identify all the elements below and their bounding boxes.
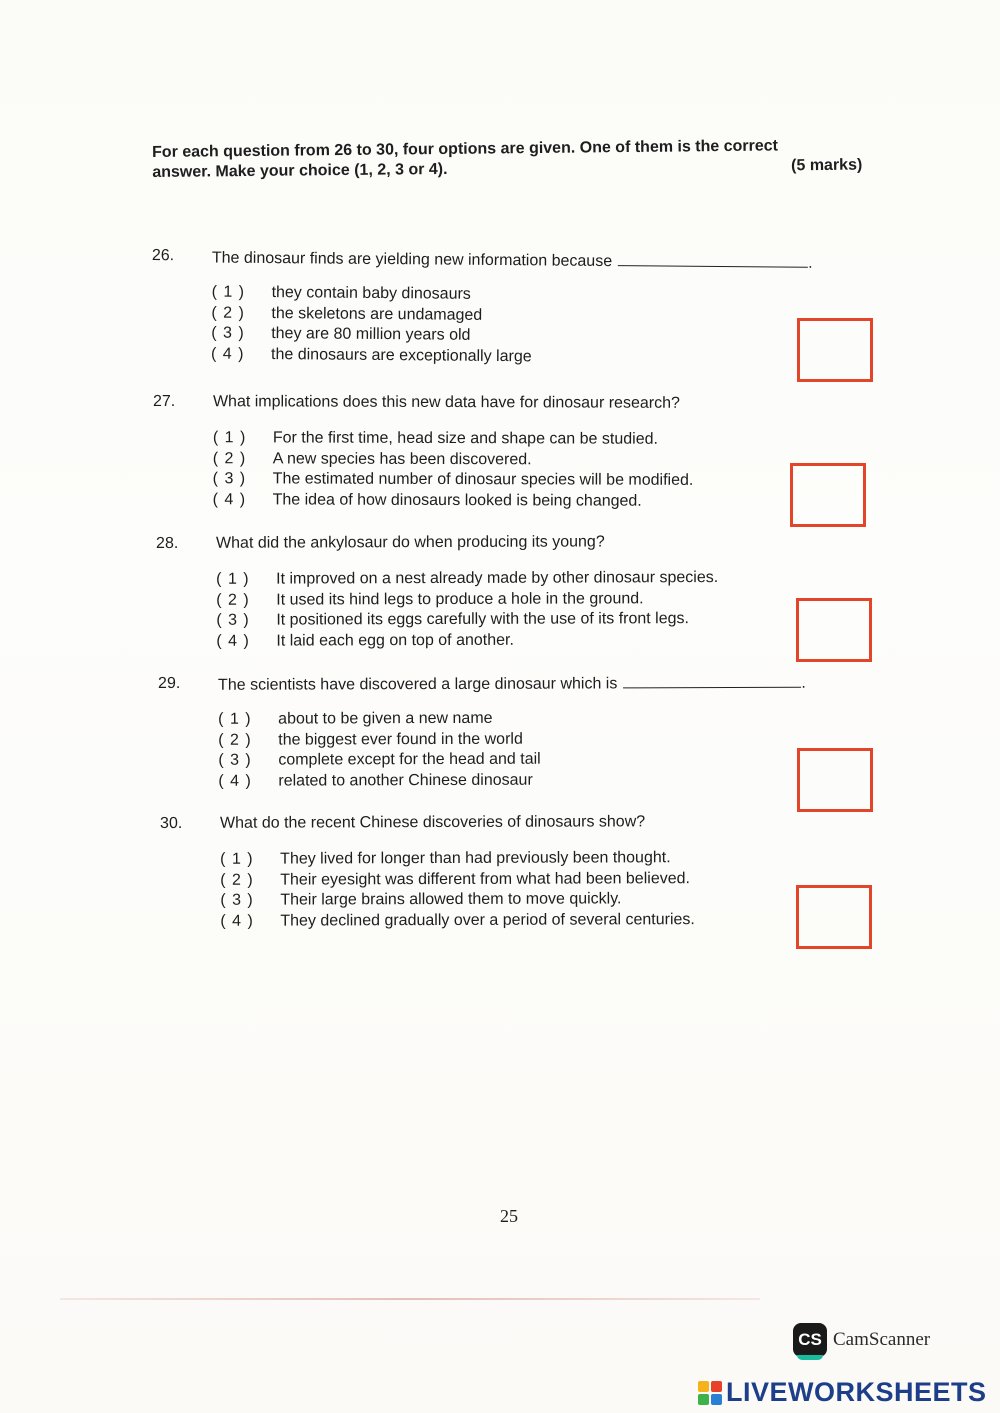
option-text: For the first time, head size and shape can be studied. [272,429,658,448]
option-text: It positioned its eggs carefully with the use of its front legs. [276,610,689,629]
option-number: ( 2 ) [220,871,254,889]
question-text: What implications does this new data have for dinosaur research? [212,393,680,412]
question-text [212,248,813,273]
option-number: ( 3 ) [211,324,245,342]
question-header [160,812,880,839]
question-suffix: . [808,254,813,272]
option-text: the biggest ever found in the world [278,730,523,749]
options-list [158,708,878,793]
option-text: the skeletons are undamaged [271,304,483,324]
option-3 [156,609,876,632]
option-text: related to another Chinese dinosaur [278,771,533,790]
answer-box-30[interactable] [796,885,872,949]
icon-square-blue [711,1394,722,1405]
instructions-line-1: For each question from 26 to 30, four options are given. One of them is the correct [152,137,779,161]
icon-square-red [711,1381,722,1392]
answer-box-29[interactable] [797,748,873,812]
option-1 [158,708,878,731]
question-number: 28. [156,534,179,552]
option-text: They lived for longer than had previously been thought. [280,849,671,868]
option-number: ( 3 ) [212,470,247,488]
option-number: ( 2 ) [211,304,245,322]
question-text-content: The dinosaur finds are yielding new information because [211,249,613,271]
option-3 [158,749,878,772]
option-text: They declined gradually over a period of several centuries. [280,910,695,930]
question-header [156,532,876,559]
question-header [152,247,872,277]
answer-box-27[interactable] [790,463,866,527]
option-number: ( 2 ) [212,449,247,467]
question-27 [153,393,873,514]
option-number: ( 4 ) [216,632,250,650]
option-text: they contain baby dinosaurs [271,284,471,303]
option-number: ( 4 ) [220,912,254,930]
options-list [151,283,872,371]
question-29 [158,672,878,793]
question-30 [160,812,880,933]
options-list [156,568,876,653]
question-text [218,673,806,695]
option-number: ( 1 ) [212,429,247,447]
liveworksheets-grid-icon [698,1381,722,1405]
question-26 [151,247,872,371]
option-text: It used its hind legs to produce a hole in the ground. [276,589,644,609]
question-28 [156,532,876,653]
option-2 [153,449,873,472]
option-2 [156,589,876,612]
question-number: 30. [160,814,183,832]
option-text: The idea of how dinosaurs looked is being changed. [272,490,642,510]
option-text: It improved on a nest already made by other dinosaur species. [276,569,719,588]
option-4 [153,490,873,513]
option-2 [158,729,878,752]
question-number: 27. [152,393,176,411]
option-text: complete except for the head and tail [278,750,541,769]
option-text: they are 80 million years old [271,325,471,344]
answer-blank [623,673,801,689]
question-number: 26. [151,247,175,265]
camscanner-logo-icon: CS [793,1323,827,1357]
option-4 [160,910,880,933]
marks-label: (5 marks) [791,156,863,175]
option-number: ( 2 ) [216,591,250,609]
answer-blank [618,251,808,268]
camscanner-watermark [793,1323,930,1357]
option-text: A new species has been discovered. [272,449,532,468]
instructions-line-2-text: answer. Make your choice (1, 2, 3 or 4). [152,160,448,181]
option-4 [156,630,876,653]
instructions [152,135,872,183]
option-number: ( 1 ) [216,570,250,588]
option-text: about to be given a new name [278,709,493,728]
question-number: 29. [158,674,181,692]
camscanner-name: CamScanner [833,1329,931,1350]
option-1 [153,429,873,452]
question-text: What do the recent Chinese discoveries of dinosaurs show? [219,813,646,832]
option-1 [156,568,876,591]
option-2 [160,869,880,892]
option-text: the dinosaurs are exceptionally large [270,345,532,365]
option-number: ( 4 ) [210,345,245,363]
page-number: 25 [500,1206,518,1226]
liveworksheets-brand [698,1377,987,1408]
option-number: ( 3 ) [218,751,252,769]
answer-box-26[interactable] [797,318,873,382]
options-list [160,848,880,933]
option-number: ( 3 ) [220,891,254,909]
option-number: ( 2 ) [218,731,252,749]
option-text: Their large brains allowed them to move quickly. [280,890,622,909]
question-suffix: . [801,674,806,692]
option-number: ( 4 ) [212,490,247,508]
question-header [153,393,873,420]
icon-square-yellow [698,1381,709,1392]
option-text: The estimated number of dinosaur species will be modified. [272,470,694,489]
option-4 [158,770,878,793]
option-number: ( 1 ) [220,850,254,868]
option-3 [153,470,873,493]
question-text: What did the ankylosaur do when producing its young? [215,533,605,552]
option-text: It laid each egg on top of another. [276,631,514,650]
option-1 [160,848,880,871]
options-list [153,429,873,514]
question-header [158,672,878,699]
option-3 [160,889,880,912]
option-text: Their eyesight was different from what had been believed. [280,869,690,889]
option-number: ( 1 ) [218,710,252,728]
option-number: ( 3 ) [216,611,250,629]
scan-edge-line [60,1298,760,1300]
option-number: ( 4 ) [218,772,252,790]
question-text-content: The scientists have discovered a large dinosaur which is [218,675,618,694]
option-number: ( 1 ) [211,283,246,301]
icon-square-green [698,1394,709,1405]
liveworksheets-name: LIVEWORKSHEETS [726,1377,987,1407]
answer-box-28[interactable] [796,598,872,662]
